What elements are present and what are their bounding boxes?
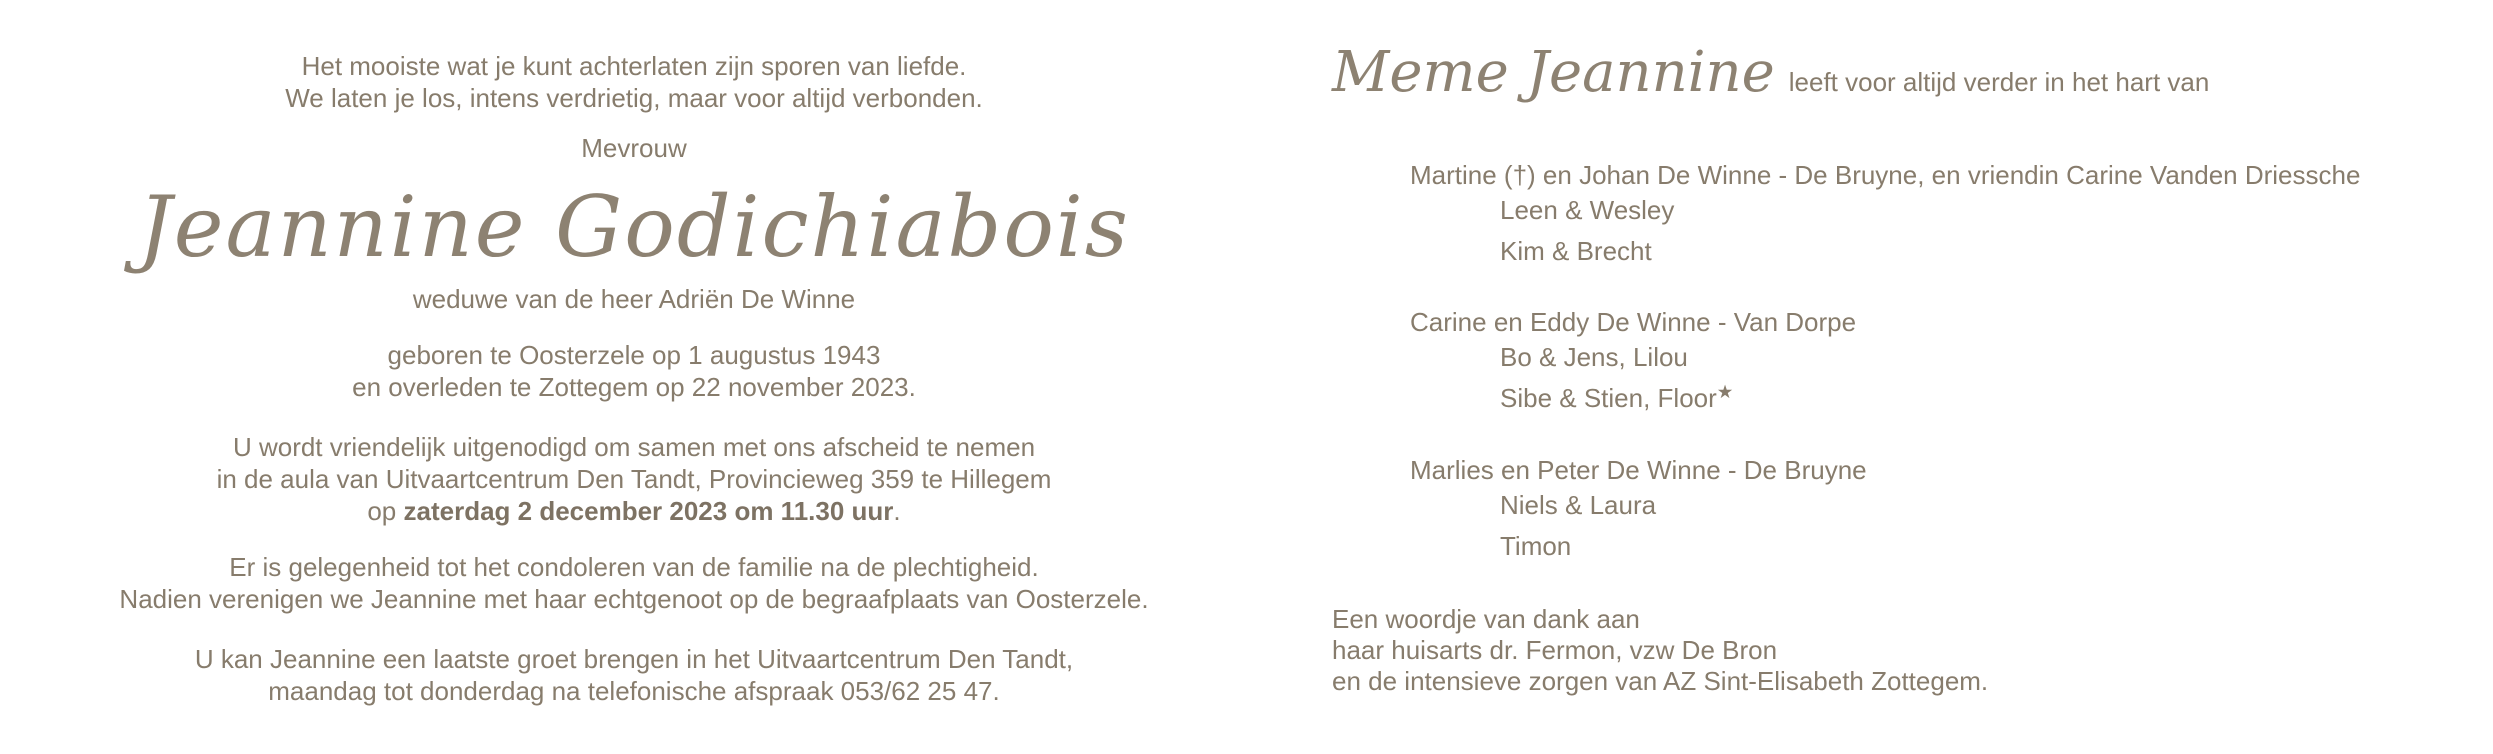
widow-line: weduwe van de heer Adriën De Winne xyxy=(412,284,856,314)
thanks-line-3: en de intensieve zorgen van AZ Sint-Elisabeth Zottegem. xyxy=(1332,666,1989,696)
visitation-line-1: U kan Jeannine een laatste groet brengen in het Uitvaartcentrum Den Tandt, xyxy=(194,644,1074,674)
invitation-line-1: U wordt vriendelijk uitgenodigd om samen met ons afscheid te nemen xyxy=(232,432,1036,462)
family-child: Bo & Jens, Lilou xyxy=(1500,342,1688,372)
family-child xyxy=(1500,229,2360,267)
family-child-text: Sibe & Stien, Floor xyxy=(1500,383,1717,413)
epigraph-line-2: We laten je los, intens verdrietig, maar voor altijd verbonden. xyxy=(285,83,983,113)
family-group-3 xyxy=(1332,454,1867,562)
right-page xyxy=(1332,0,2487,754)
family-parents: Carine en Eddy De Winne - Van Dorpe xyxy=(1410,307,1857,337)
condolence-line-1: Er is gelegenheid tot het condoleren van de familie na de plechtigheid. xyxy=(229,552,1039,582)
family-group-1 xyxy=(1332,159,2360,267)
deceased-name: Jeannine Godichiabois xyxy=(138,178,1130,276)
visitation xyxy=(4,643,1264,707)
family-parents: Martine (†) en Johan De Winne - De Bruyne, en vriendin Carine Vanden Driessche xyxy=(1410,160,2361,190)
header-text: leeft voor altijd verder in het hart van xyxy=(1788,67,2210,97)
family-parents: Marlies en Peter De Winne - De Bruyne xyxy=(1410,455,1867,485)
life-dates xyxy=(4,339,1264,403)
condolence-line-2: Nadien verenigen we Jeannine met haar echtgenoot op de begraafplaats van Oosterzele. xyxy=(119,584,1149,614)
condolence xyxy=(4,551,1264,615)
invitation-line-2: in de aula van Uitvaartcentrum Den Tandt, Provincieweg 359 te Hillegem xyxy=(216,464,1052,494)
death-line: en overleden te Zottegem op 22 november 2023. xyxy=(352,372,916,402)
visitation-line-2: maandag tot donderdag na telefonische afspraak 053/62 25 47. xyxy=(268,676,1000,706)
family-child xyxy=(1500,376,1856,414)
family-child xyxy=(1500,524,1867,562)
acknowledgement xyxy=(1332,604,1988,697)
remembrance-header xyxy=(1332,36,2209,110)
pregnancy-star: ★ xyxy=(1716,381,1734,402)
birth-line: geboren te Oosterzele op 1 augustus 1943 xyxy=(387,340,881,370)
ceremony-datetime: zaterdag 2 december 2023 om 11.30 uur xyxy=(403,496,894,526)
header-script-name: Meme Jeannine xyxy=(1332,40,1775,105)
salutation: Mevrouw xyxy=(581,133,687,163)
thanks-line-1: Een woordje van dank aan xyxy=(1332,604,1640,634)
ceremony-datetime-line xyxy=(4,495,1264,527)
family-child-text: Timon xyxy=(1500,531,1572,561)
invitation xyxy=(4,431,1264,527)
epigraph xyxy=(4,50,1264,114)
epigraph-line-1: Het mooiste wat je kunt achterlaten zijn sporen van liefde. xyxy=(301,51,967,81)
thanks-line-2: haar huisarts dr. Fermon, vzw De Bron xyxy=(1332,635,1778,665)
ceremony-datetime-prefix: op xyxy=(367,496,404,526)
family-child: Niels & Laura xyxy=(1500,490,1657,520)
ceremony-datetime-suffix: . xyxy=(893,496,901,526)
left-page xyxy=(4,0,1264,754)
family-child: Leen & Wesley xyxy=(1500,195,1675,225)
family-child-text: Kim & Brecht xyxy=(1500,236,1652,266)
family-group-2 xyxy=(1332,306,1856,414)
